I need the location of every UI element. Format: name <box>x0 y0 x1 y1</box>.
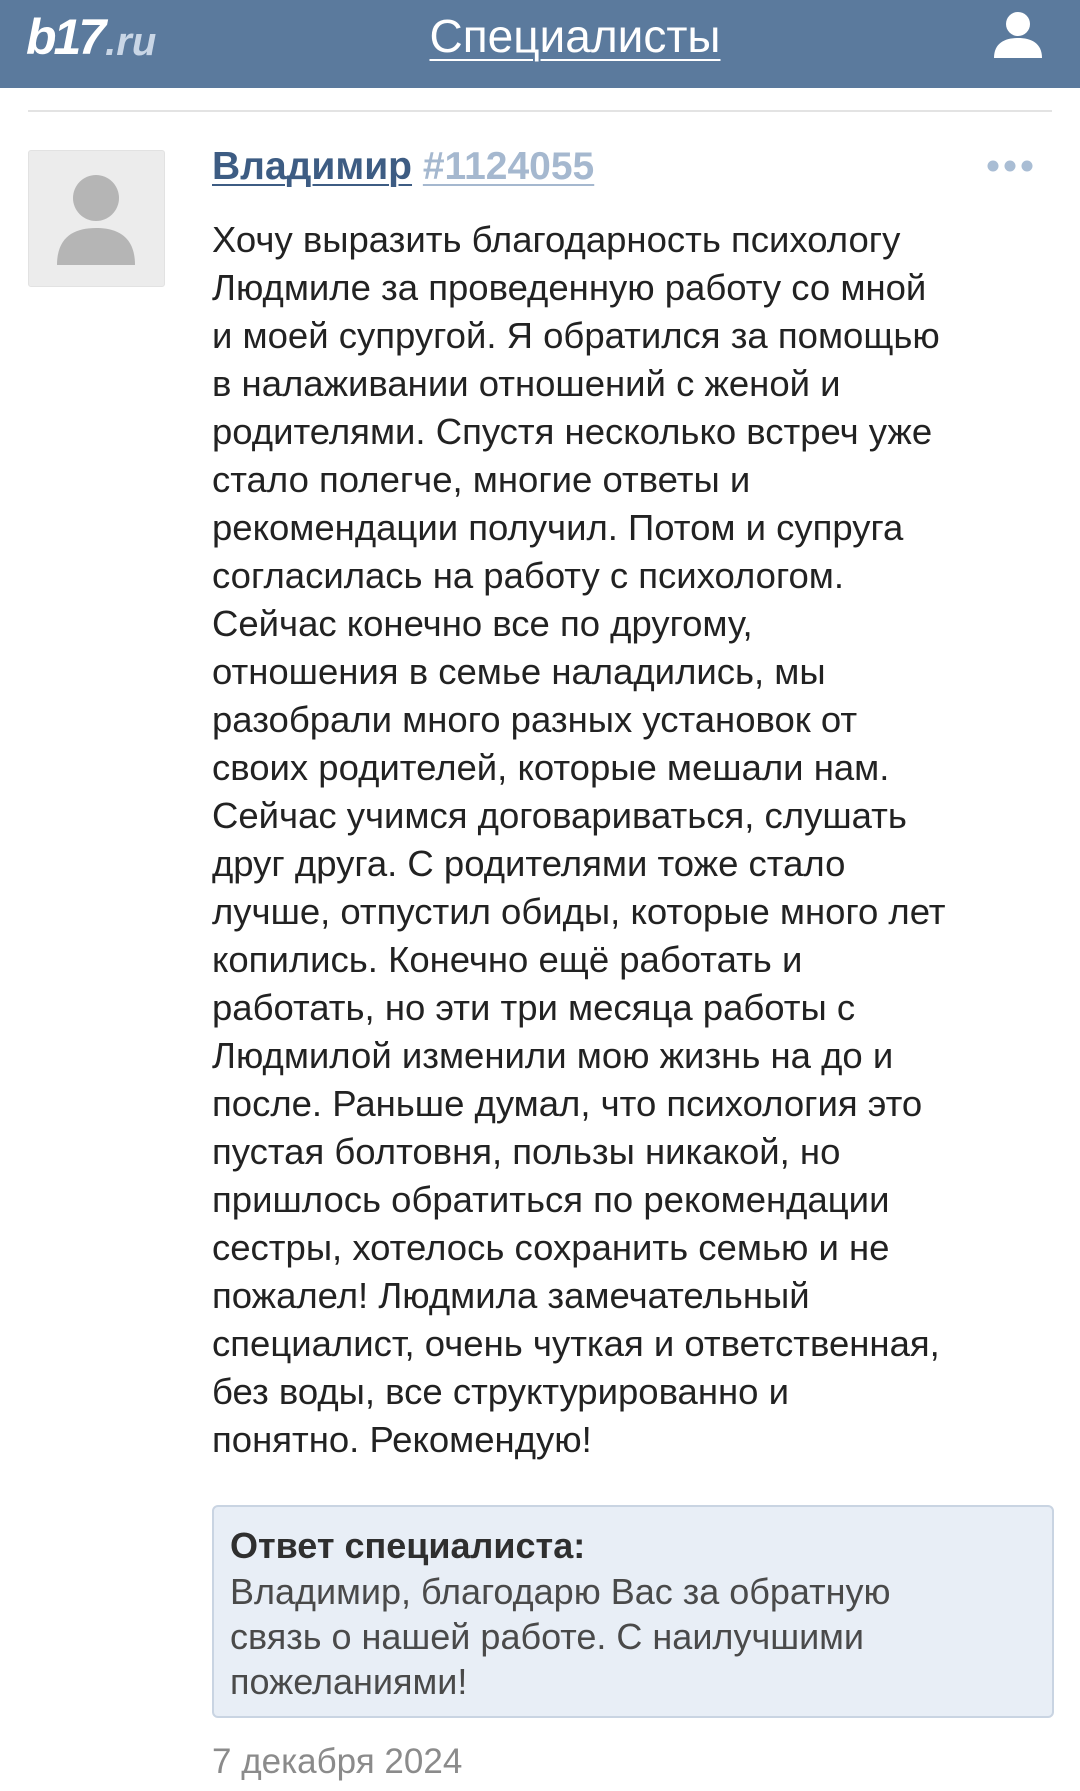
review-text-line: Людмиле за проведенную работу со мной <box>212 267 927 308</box>
review-text-line: сестры, хотелось сохранить семью и не <box>212 1227 890 1268</box>
site-logo[interactable] <box>26 9 157 65</box>
review-text-line: своих родителей, которые мешали нам. <box>212 747 890 788</box>
review-id-link[interactable]: #1124055 <box>422 145 595 188</box>
page-title-link[interactable]: Специалисты <box>429 10 721 62</box>
review-text-line: разобрали много разных установок от <box>212 699 858 740</box>
default-avatar-icon <box>29 151 164 286</box>
reply-text-line: связь о нашей работе. С наилучшими <box>230 1616 865 1657</box>
review-text-line: специалист, очень чуткая и ответственная, <box>212 1323 940 1364</box>
review-text-line: пришлось обратиться по рекомендации <box>212 1179 890 1220</box>
review-text-line: друг друга. С родителями тоже стало <box>212 843 846 884</box>
review-text-line: Хочу выразить благодарность психологу <box>212 219 901 260</box>
review-text-line: стало полегче, многие ответы и <box>212 459 751 500</box>
reply-text-line: Владимир, благодарю Вас за обратную <box>230 1571 891 1612</box>
user-icon[interactable] <box>990 10 1046 60</box>
review-text-line: и моей супругой. Я обратился за помощью <box>212 315 940 356</box>
review-text-line: лучше, отпустил обиды, которые много лет <box>212 891 946 932</box>
top-bar <box>0 0 1080 88</box>
review-date: 7 декабря 2024 <box>212 1742 463 1781</box>
review-text-line: понятно. Рекомендую! <box>212 1419 592 1460</box>
review-text-line: родителями. Спустя несколько встреч уже <box>212 411 933 452</box>
review-text-line: Сейчас конечно все по другому, <box>212 603 753 644</box>
author-avatar[interactable] <box>28 150 165 287</box>
logo-suffix: .ru <box>105 20 157 64</box>
review-text-line: согласилась на работу с психологом. <box>212 555 845 596</box>
reply-text <box>230 1569 1036 1704</box>
logo-main: b17 <box>26 9 104 65</box>
specialist-reply <box>212 1505 1054 1718</box>
review-text-line: в налаживании отношений с женой и <box>212 363 841 404</box>
divider <box>28 110 1052 112</box>
review-text-line: пустая болтовня, пользы никакой, но <box>212 1131 841 1172</box>
review-text-line: после. Раньше думал, что психология это <box>212 1083 923 1124</box>
review-text-line: копились. Конечно ещё работать и <box>212 939 803 980</box>
review-text-line: работать, но эти три месяца работы с <box>212 987 856 1028</box>
review-text-line: Людмилой изменили мою жизнь на до и <box>212 1035 894 1076</box>
more-dots-icon[interactable] <box>984 152 1036 180</box>
review-text-line: Сейчас учимся договариваться, слушать <box>212 795 907 836</box>
review-text-line: пожалел! Людмила замечательный <box>212 1275 810 1316</box>
review-author-line <box>212 142 594 192</box>
review-text <box>212 216 1062 1464</box>
reply-text-line: пожеланиями! <box>230 1661 468 1702</box>
reply-label: Ответ специалиста: <box>230 1525 586 1566</box>
review-text-line: рекомендации получил. Потом и супруга <box>212 507 904 548</box>
author-name-link[interactable]: Владимир <box>212 145 413 188</box>
review-text-line: отношения в семье наладились, мы <box>212 651 826 692</box>
review-text-line: без воды, все структурированно и <box>212 1371 789 1412</box>
